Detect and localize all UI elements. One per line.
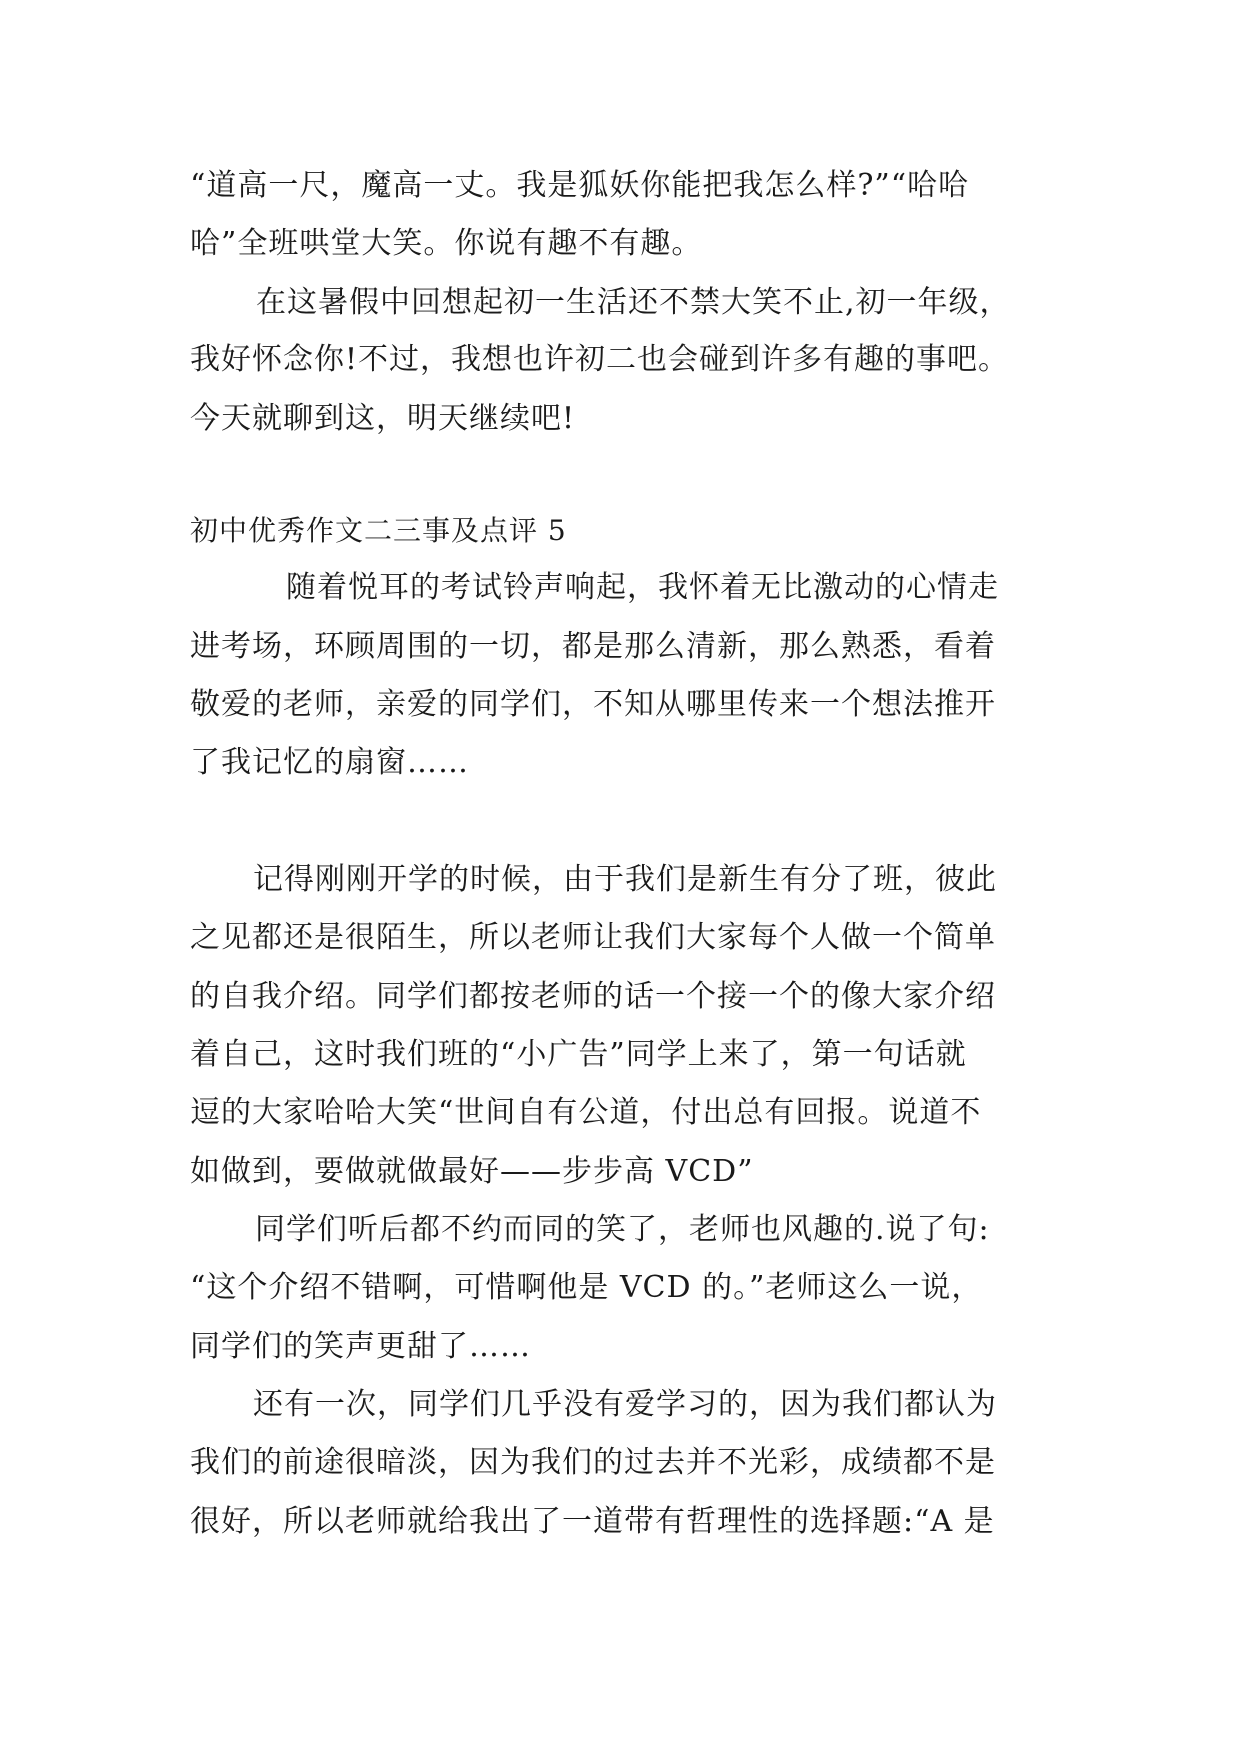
paragraph-line: 随着悦耳的考试铃声响起，我怀着无比激动的心情走 [286,570,999,605]
paragraph-line: 了我记忆的扇窗…… [190,745,469,780]
paragraph-line: 我好怀念你!不过，我想也许初二也会碰到许多有趣的事吧。 [190,342,1010,377]
paragraph-line: 敬爱的老师，亲爱的同学们，不知从哪里传来一个想法推开 [190,687,996,722]
paragraph-line: 很好，所以老师就给我出了一道带有哲理性的选择题:“A 是 [190,1504,995,1539]
section-heading: 初中优秀作文二三事及点评 5 [190,514,567,547]
paragraph-line: “道高一尺，魔高一丈。我是狐妖你能把我怎么样?”“哈哈 [190,168,970,203]
paragraph-line: 着自己，这时我们班的“小广告”同学上来了，第一句话就 [190,1037,967,1072]
paragraph-line: 的自我介绍。同学们都按老师的话一个接一个的像大家介绍 [190,979,996,1014]
paragraph-line: 同学们的笑声更甜了…… [190,1329,531,1364]
paragraph-line: 记得刚刚开学的时候，由于我们是新生有分了班，彼此 [253,862,997,897]
paragraph-line: 之见都还是很陌生，所以老师让我们大家每个人做一个简单 [190,920,996,955]
paragraph-line: 还有一次，同学们几乎没有爱学习的，因为我们都认为 [253,1387,997,1422]
paragraph-line: 如做到，要做就做最好——步步高 VCD” [190,1154,754,1189]
paragraph-line: 哈”全班哄堂大笑。你说有趣不有趣。 [190,226,703,261]
paragraph-line: 在这暑假中回想起初一生活还不禁大笑不止,初一年级， [256,285,1011,320]
paragraph-line: 进考场，环顾周围的一切，都是那么清新，那么熟悉，看着 [190,629,996,664]
paragraph-line: 今天就聊到这，明天继续吧! [190,401,576,436]
paragraph-line: 我们的前途很暗淡，因为我们的过去并不光彩，成绩都不是 [190,1445,996,1480]
paragraph-line: “这个介绍不错啊，可惜啊他是 VCD 的。”老师这么一说， [190,1270,983,1305]
paragraph-line: 逗的大家哈哈大笑“世间自有公道，付出总有回报。说道不 [190,1095,982,1130]
paragraph-line: 同学们听后都不约而同的笑了，老师也风趣的.说了句: [255,1212,990,1247]
